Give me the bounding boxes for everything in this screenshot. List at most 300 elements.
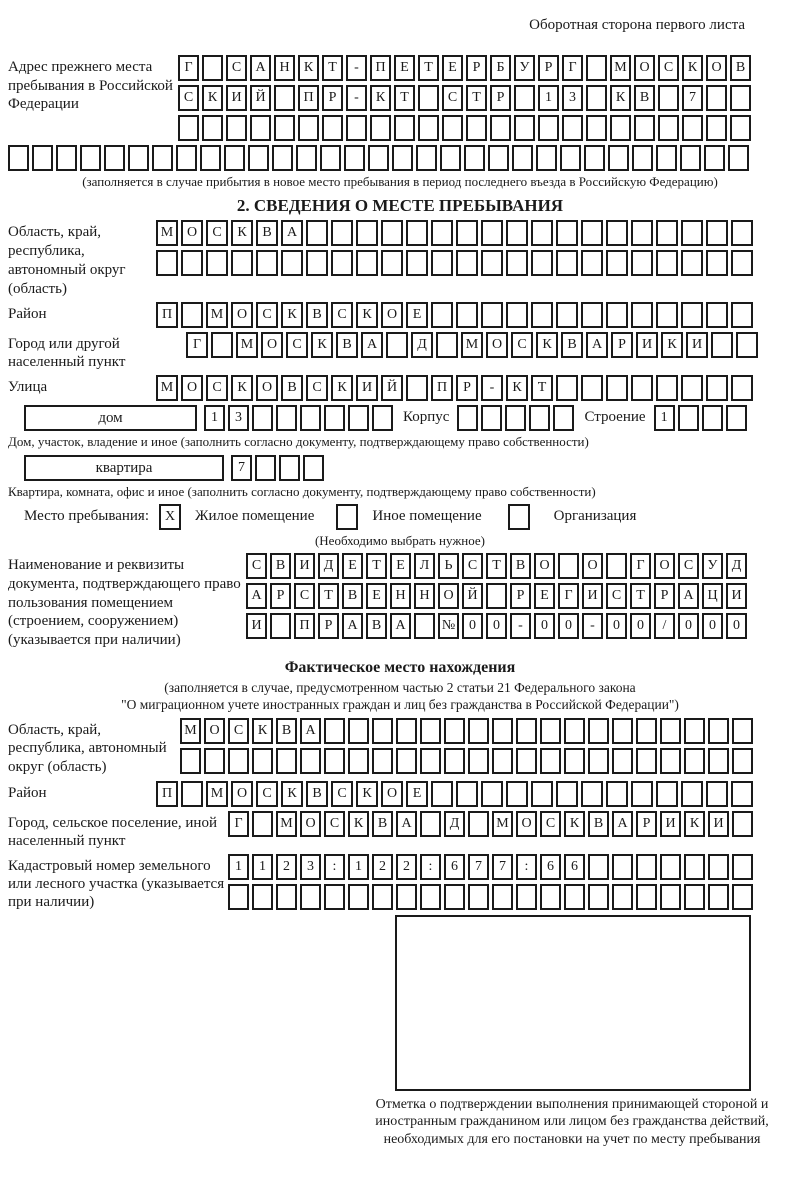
char-cell[interactable] — [456, 220, 478, 246]
char-cell[interactable] — [368, 145, 389, 171]
char-cell[interactable] — [181, 250, 203, 276]
char-cell[interactable]: С — [178, 85, 199, 111]
char-cell[interactable]: К — [356, 302, 378, 328]
char-cell[interactable]: К — [252, 718, 273, 744]
char-cell[interactable]: С — [331, 302, 353, 328]
char-cell[interactable] — [636, 884, 657, 910]
char-cell[interactable] — [731, 781, 753, 807]
char-cell[interactable] — [406, 250, 428, 276]
char-cell[interactable] — [104, 145, 125, 171]
char-cell[interactable] — [300, 405, 321, 431]
char-cell[interactable]: С — [256, 302, 278, 328]
char-cell[interactable] — [588, 748, 609, 774]
char-cell[interactable] — [540, 884, 561, 910]
checkbox-org[interactable] — [508, 504, 530, 530]
char-cell[interactable] — [331, 220, 353, 246]
char-cell[interactable] — [730, 115, 751, 141]
char-cell[interactable]: А — [361, 332, 383, 358]
char-cell[interactable] — [660, 854, 681, 880]
char-cell[interactable] — [204, 748, 225, 774]
char-cell[interactable]: В — [306, 302, 328, 328]
char-cell[interactable]: У — [514, 55, 535, 81]
char-cell[interactable]: И — [686, 332, 708, 358]
char-cell[interactable] — [704, 145, 725, 171]
char-cell[interactable] — [732, 884, 753, 910]
char-cell[interactable]: / — [654, 613, 675, 639]
char-cell[interactable]: М — [276, 811, 297, 837]
char-cell[interactable] — [324, 884, 345, 910]
char-cell[interactable] — [681, 250, 703, 276]
char-cell[interactable]: Р — [490, 85, 511, 111]
char-cell[interactable] — [553, 405, 574, 431]
char-cell[interactable] — [156, 250, 178, 276]
char-cell[interactable]: : — [420, 854, 441, 880]
char-cell[interactable] — [708, 854, 729, 880]
char-cell[interactable] — [348, 748, 369, 774]
char-cell[interactable] — [296, 145, 317, 171]
char-cell[interactable]: С — [540, 811, 561, 837]
char-cell[interactable]: В — [730, 55, 751, 81]
char-cell[interactable]: С — [228, 718, 249, 744]
char-cell[interactable]: Й — [381, 375, 403, 401]
char-cell[interactable] — [181, 302, 203, 328]
char-cell[interactable]: Г — [558, 583, 579, 609]
char-cell[interactable] — [708, 884, 729, 910]
char-cell[interactable]: К — [610, 85, 631, 111]
char-cell[interactable] — [656, 250, 678, 276]
char-cell[interactable]: П — [294, 613, 315, 639]
char-cell[interactable] — [732, 718, 753, 744]
char-cell[interactable] — [612, 884, 633, 910]
char-cell[interactable] — [516, 718, 537, 744]
char-cell[interactable]: П — [370, 55, 391, 81]
char-cell[interactable]: К — [661, 332, 683, 358]
char-cell[interactable]: 1 — [654, 405, 675, 431]
char-cell[interactable] — [660, 718, 681, 744]
char-cell[interactable]: О — [204, 718, 225, 744]
char-cell[interactable] — [564, 884, 585, 910]
char-cell[interactable] — [732, 854, 753, 880]
char-cell[interactable] — [481, 781, 503, 807]
char-cell[interactable] — [531, 250, 553, 276]
char-cell[interactable] — [128, 145, 149, 171]
char-cell[interactable] — [581, 250, 603, 276]
char-cell[interactable]: : — [324, 854, 345, 880]
char-cell[interactable]: Р — [456, 375, 478, 401]
char-cell[interactable] — [684, 718, 705, 744]
char-cell[interactable]: Е — [406, 781, 428, 807]
char-cell[interactable] — [206, 250, 228, 276]
char-cell[interactable] — [468, 811, 489, 837]
char-cell[interactable] — [658, 85, 679, 111]
char-cell[interactable] — [581, 781, 603, 807]
char-cell[interactable] — [656, 220, 678, 246]
char-cell[interactable]: С — [206, 220, 228, 246]
char-cell[interactable]: - — [582, 613, 603, 639]
char-cell[interactable]: 1 — [252, 854, 273, 880]
char-cell[interactable] — [731, 302, 753, 328]
char-cell[interactable]: А — [396, 811, 417, 837]
char-cell[interactable] — [636, 854, 657, 880]
char-cell[interactable] — [252, 405, 273, 431]
char-cell[interactable] — [538, 115, 559, 141]
char-cell[interactable]: : — [516, 854, 537, 880]
char-cell[interactable]: Д — [411, 332, 433, 358]
char-cell[interactable] — [440, 145, 461, 171]
char-cell[interactable]: К — [682, 55, 703, 81]
char-cell[interactable] — [728, 145, 749, 171]
char-cell[interactable]: Е — [406, 302, 428, 328]
char-cell[interactable] — [420, 718, 441, 744]
char-cell[interactable] — [331, 250, 353, 276]
char-cell[interactable]: 0 — [534, 613, 555, 639]
char-cell[interactable] — [231, 250, 253, 276]
char-cell[interactable] — [274, 85, 295, 111]
char-cell[interactable] — [556, 302, 578, 328]
char-cell[interactable]: С — [442, 85, 463, 111]
char-cell[interactable]: Р — [270, 583, 291, 609]
char-cell[interactable]: И — [660, 811, 681, 837]
char-cell[interactable]: А — [586, 332, 608, 358]
char-cell[interactable] — [681, 302, 703, 328]
char-cell[interactable]: Р — [510, 583, 531, 609]
char-cell[interactable]: В — [281, 375, 303, 401]
char-cell[interactable]: № — [438, 613, 459, 639]
char-cell[interactable]: С — [256, 781, 278, 807]
char-cell[interactable] — [631, 781, 653, 807]
char-cell[interactable] — [684, 884, 705, 910]
char-cell[interactable] — [711, 332, 733, 358]
char-cell[interactable] — [444, 748, 465, 774]
char-cell[interactable] — [348, 884, 369, 910]
char-cell[interactable]: С — [226, 55, 247, 81]
char-cell[interactable]: Р — [538, 55, 559, 81]
char-cell[interactable]: К — [356, 781, 378, 807]
char-cell[interactable] — [706, 85, 727, 111]
checkbox-inoe[interactable] — [336, 504, 358, 530]
char-cell[interactable] — [348, 718, 369, 744]
char-cell[interactable] — [564, 748, 585, 774]
char-cell[interactable] — [514, 115, 535, 141]
char-cell[interactable] — [324, 405, 345, 431]
char-cell[interactable]: Р — [466, 55, 487, 81]
char-cell[interactable] — [255, 455, 276, 481]
char-cell[interactable] — [556, 781, 578, 807]
char-cell[interactable]: О — [231, 302, 253, 328]
char-cell[interactable] — [556, 375, 578, 401]
char-cell[interactable] — [431, 302, 453, 328]
char-cell[interactable]: 2 — [276, 854, 297, 880]
char-cell[interactable] — [612, 854, 633, 880]
char-cell[interactable]: А — [246, 583, 267, 609]
char-cell[interactable]: В — [510, 553, 531, 579]
char-cell[interactable] — [256, 250, 278, 276]
char-cell[interactable]: Е — [390, 553, 411, 579]
char-cell[interactable]: 0 — [558, 613, 579, 639]
char-cell[interactable]: К — [564, 811, 585, 837]
char-cell[interactable] — [180, 748, 201, 774]
char-cell[interactable]: Д — [444, 811, 465, 837]
char-cell[interactable] — [372, 718, 393, 744]
char-cell[interactable] — [631, 302, 653, 328]
char-cell[interactable]: Ц — [702, 583, 723, 609]
char-cell[interactable]: Д — [318, 553, 339, 579]
char-cell[interactable]: О — [300, 811, 321, 837]
char-cell[interactable] — [431, 220, 453, 246]
char-cell[interactable] — [270, 613, 291, 639]
char-cell[interactable]: 3 — [228, 405, 249, 431]
char-cell[interactable]: 0 — [630, 613, 651, 639]
char-cell[interactable] — [606, 375, 628, 401]
char-cell[interactable]: С — [331, 781, 353, 807]
char-cell[interactable] — [202, 55, 223, 81]
char-cell[interactable] — [706, 375, 728, 401]
char-cell[interactable] — [560, 145, 581, 171]
char-cell[interactable]: Т — [394, 85, 415, 111]
char-cell[interactable] — [606, 553, 627, 579]
char-cell[interactable]: А — [250, 55, 271, 81]
char-cell[interactable]: К — [202, 85, 223, 111]
char-cell[interactable] — [660, 884, 681, 910]
char-cell[interactable] — [431, 250, 453, 276]
char-cell[interactable]: Т — [486, 553, 507, 579]
char-cell[interactable]: С — [206, 375, 228, 401]
char-cell[interactable] — [279, 455, 300, 481]
char-cell[interactable] — [250, 115, 271, 141]
char-cell[interactable] — [586, 85, 607, 111]
char-cell[interactable] — [303, 455, 324, 481]
char-cell[interactable]: С — [286, 332, 308, 358]
char-cell[interactable] — [152, 145, 173, 171]
char-cell[interactable]: В — [270, 553, 291, 579]
char-cell[interactable]: 1 — [228, 854, 249, 880]
char-cell[interactable] — [606, 220, 628, 246]
char-cell[interactable] — [298, 115, 319, 141]
char-cell[interactable]: 0 — [606, 613, 627, 639]
char-cell[interactable] — [682, 115, 703, 141]
char-cell[interactable]: У — [702, 553, 723, 579]
char-cell[interactable] — [420, 811, 441, 837]
char-cell[interactable] — [420, 748, 441, 774]
char-cell[interactable]: О — [516, 811, 537, 837]
char-cell[interactable]: М — [206, 302, 228, 328]
char-cell[interactable] — [176, 145, 197, 171]
char-cell[interactable]: И — [636, 332, 658, 358]
char-cell[interactable]: С — [324, 811, 345, 837]
char-cell[interactable] — [706, 302, 728, 328]
char-cell[interactable] — [536, 145, 557, 171]
char-cell[interactable] — [636, 718, 657, 744]
char-cell[interactable]: П — [156, 302, 178, 328]
char-cell[interactable] — [346, 115, 367, 141]
char-cell[interactable] — [306, 250, 328, 276]
char-cell[interactable] — [681, 220, 703, 246]
char-cell[interactable] — [457, 405, 478, 431]
char-cell[interactable] — [564, 718, 585, 744]
char-cell[interactable] — [588, 718, 609, 744]
char-cell[interactable]: 0 — [726, 613, 747, 639]
char-cell[interactable] — [300, 884, 321, 910]
char-cell[interactable]: - — [346, 55, 367, 81]
char-cell[interactable]: 1 — [538, 85, 559, 111]
char-cell[interactable] — [276, 884, 297, 910]
char-cell[interactable]: Й — [462, 583, 483, 609]
char-cell[interactable]: 2 — [372, 854, 393, 880]
char-cell[interactable]: К — [536, 332, 558, 358]
char-cell[interactable] — [348, 405, 369, 431]
char-cell[interactable]: Г — [630, 553, 651, 579]
char-cell[interactable] — [468, 718, 489, 744]
char-cell[interactable] — [660, 748, 681, 774]
char-cell[interactable] — [372, 884, 393, 910]
char-cell[interactable]: 3 — [300, 854, 321, 880]
char-cell[interactable] — [708, 748, 729, 774]
char-cell[interactable] — [396, 748, 417, 774]
char-cell[interactable] — [636, 748, 657, 774]
char-cell[interactable] — [356, 250, 378, 276]
char-cell[interactable] — [372, 748, 393, 774]
checkbox-zhiloe[interactable]: X — [159, 504, 181, 530]
char-cell[interactable] — [586, 55, 607, 81]
char-cell[interactable] — [512, 145, 533, 171]
char-cell[interactable]: О — [534, 553, 555, 579]
char-cell[interactable] — [708, 718, 729, 744]
char-cell[interactable] — [492, 884, 513, 910]
char-cell[interactable] — [252, 748, 273, 774]
char-cell[interactable] — [606, 302, 628, 328]
char-cell[interactable] — [200, 145, 221, 171]
char-cell[interactable] — [514, 85, 535, 111]
char-cell[interactable]: М — [156, 220, 178, 246]
char-cell[interactable]: Г — [228, 811, 249, 837]
char-cell[interactable] — [381, 250, 403, 276]
char-cell[interactable]: Ь — [438, 553, 459, 579]
char-cell[interactable]: К — [506, 375, 528, 401]
char-cell[interactable]: 2 — [396, 854, 417, 880]
char-cell[interactable] — [80, 145, 101, 171]
char-cell[interactable]: В — [276, 718, 297, 744]
char-cell[interactable]: Р — [611, 332, 633, 358]
char-cell[interactable]: И — [294, 553, 315, 579]
char-cell[interactable]: Р — [654, 583, 675, 609]
char-cell[interactable]: Т — [318, 583, 339, 609]
char-cell[interactable]: С — [462, 553, 483, 579]
char-cell[interactable]: О — [634, 55, 655, 81]
char-cell[interactable] — [381, 220, 403, 246]
char-cell[interactable] — [228, 884, 249, 910]
char-cell[interactable] — [631, 220, 653, 246]
char-cell[interactable] — [516, 748, 537, 774]
char-cell[interactable]: Р — [322, 85, 343, 111]
char-cell[interactable] — [678, 405, 699, 431]
char-cell[interactable]: П — [431, 375, 453, 401]
char-cell[interactable]: И — [582, 583, 603, 609]
char-cell[interactable] — [681, 375, 703, 401]
char-cell[interactable]: О — [181, 375, 203, 401]
char-cell[interactable]: И — [246, 613, 267, 639]
char-cell[interactable] — [181, 781, 203, 807]
char-cell[interactable] — [464, 145, 485, 171]
char-cell[interactable]: Е — [366, 583, 387, 609]
char-cell[interactable] — [631, 375, 653, 401]
char-cell[interactable] — [732, 748, 753, 774]
char-cell[interactable] — [612, 718, 633, 744]
char-cell[interactable] — [681, 781, 703, 807]
char-cell[interactable] — [529, 405, 550, 431]
char-cell[interactable] — [488, 145, 509, 171]
char-cell[interactable] — [344, 145, 365, 171]
char-cell[interactable]: 6 — [564, 854, 585, 880]
char-cell[interactable]: А — [678, 583, 699, 609]
char-cell[interactable]: М — [236, 332, 258, 358]
char-cell[interactable]: В — [634, 85, 655, 111]
char-cell[interactable] — [656, 302, 678, 328]
char-cell[interactable]: 1 — [348, 854, 369, 880]
char-cell[interactable] — [276, 405, 297, 431]
char-cell[interactable] — [406, 375, 428, 401]
char-cell[interactable]: Б — [490, 55, 511, 81]
char-cell[interactable] — [562, 115, 583, 141]
char-cell[interactable] — [320, 145, 341, 171]
char-cell[interactable]: О — [181, 220, 203, 246]
char-cell[interactable]: К — [231, 220, 253, 246]
char-cell[interactable]: 0 — [678, 613, 699, 639]
char-cell[interactable] — [372, 405, 393, 431]
char-cell[interactable]: О — [256, 375, 278, 401]
char-cell[interactable]: А — [342, 613, 363, 639]
char-cell[interactable]: С — [294, 583, 315, 609]
char-cell[interactable]: Н — [414, 583, 435, 609]
char-cell[interactable] — [732, 811, 753, 837]
char-cell[interactable] — [731, 220, 753, 246]
char-cell[interactable]: Г — [562, 55, 583, 81]
char-cell[interactable] — [416, 145, 437, 171]
char-cell[interactable]: И — [708, 811, 729, 837]
char-cell[interactable] — [632, 145, 653, 171]
char-cell[interactable]: - — [510, 613, 531, 639]
char-cell[interactable] — [8, 145, 29, 171]
char-cell[interactable] — [556, 250, 578, 276]
char-cell[interactable] — [456, 250, 478, 276]
char-cell[interactable] — [436, 332, 458, 358]
char-cell[interactable] — [468, 748, 489, 774]
char-cell[interactable]: О — [381, 781, 403, 807]
char-cell[interactable] — [324, 718, 345, 744]
char-cell[interactable] — [505, 405, 526, 431]
char-cell[interactable] — [392, 145, 413, 171]
char-cell[interactable] — [252, 884, 273, 910]
char-cell[interactable] — [396, 884, 417, 910]
char-cell[interactable] — [584, 145, 605, 171]
char-cell[interactable] — [730, 85, 751, 111]
char-cell[interactable]: Е — [442, 55, 463, 81]
char-cell[interactable]: С — [246, 553, 267, 579]
char-cell[interactable]: В — [342, 583, 363, 609]
char-cell[interactable] — [281, 250, 303, 276]
char-cell[interactable] — [506, 781, 528, 807]
char-cell[interactable] — [556, 220, 578, 246]
char-cell[interactable] — [610, 115, 631, 141]
char-cell[interactable]: О — [261, 332, 283, 358]
char-cell[interactable] — [558, 553, 579, 579]
char-cell[interactable] — [531, 302, 553, 328]
char-cell[interactable]: О — [582, 553, 603, 579]
char-cell[interactable]: М — [156, 375, 178, 401]
char-cell[interactable] — [322, 115, 343, 141]
char-cell[interactable]: Р — [636, 811, 657, 837]
char-cell[interactable]: О — [486, 332, 508, 358]
char-cell[interactable] — [456, 781, 478, 807]
